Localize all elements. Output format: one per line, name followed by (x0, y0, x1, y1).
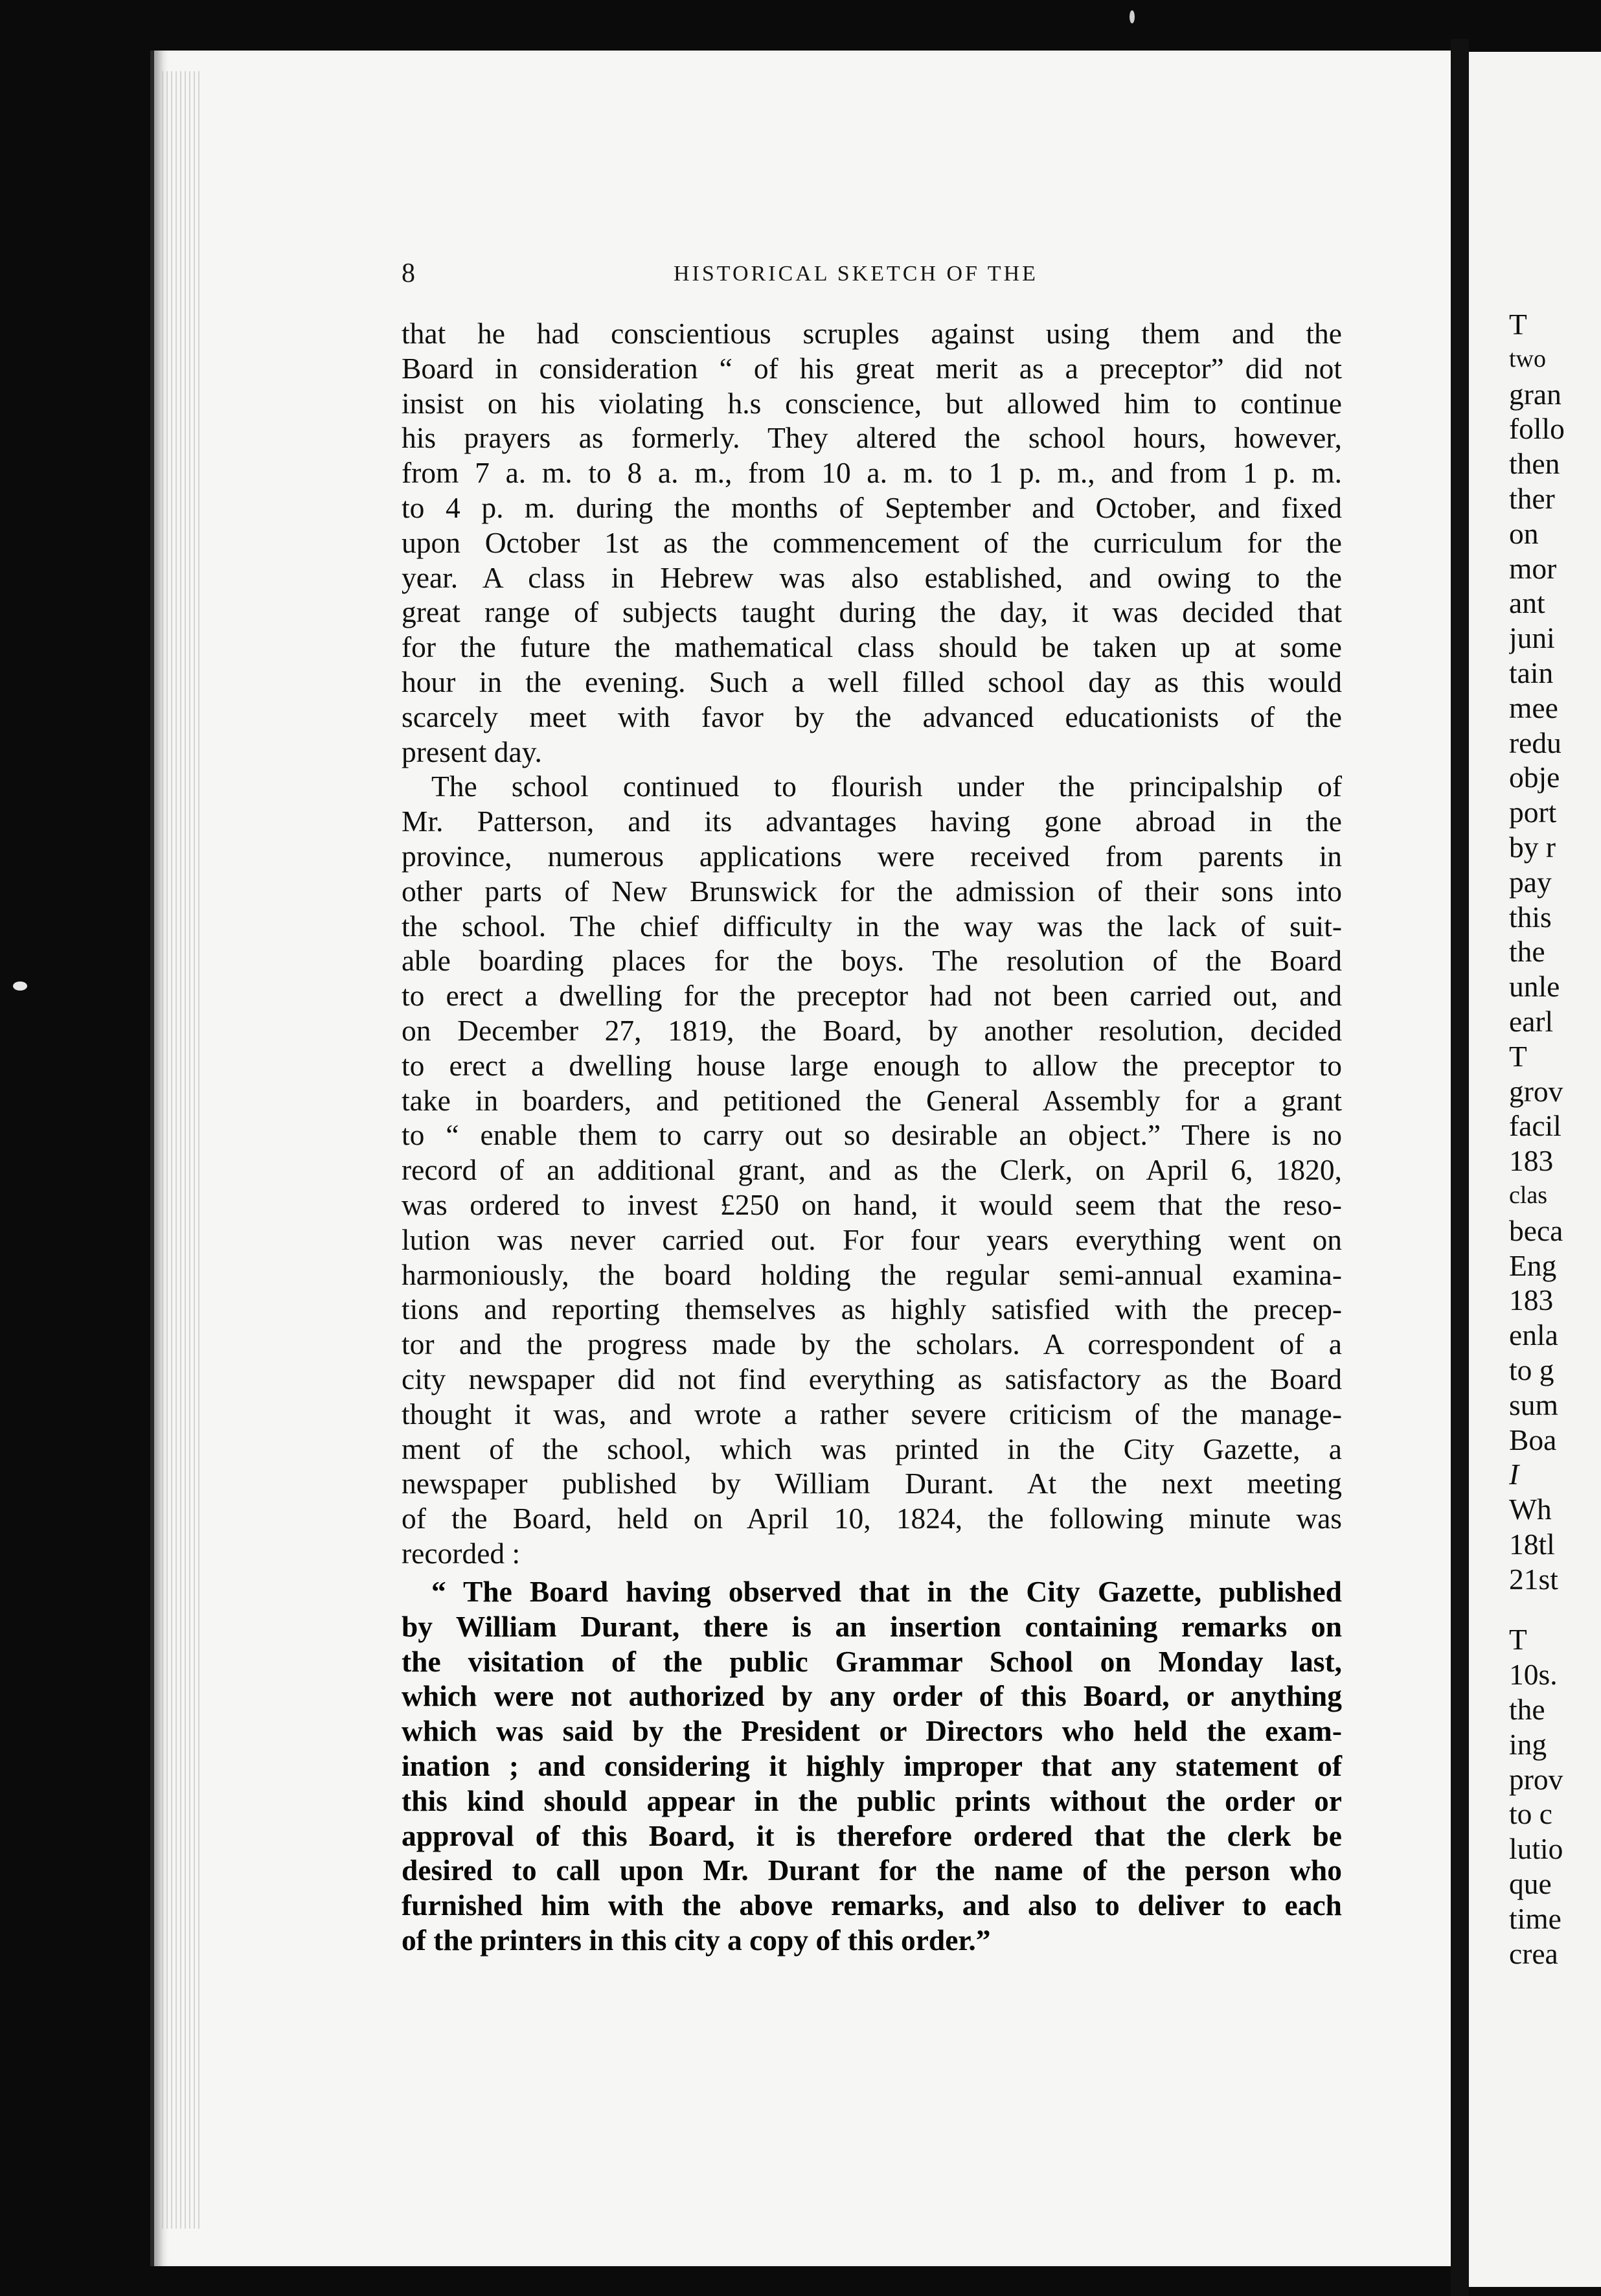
fragment-line: Wh (1509, 1493, 1552, 1526)
quote-line: “ The Board having observed that in the City Gazette, published (431, 1575, 1342, 1608)
fragment-line: earl (1509, 1004, 1554, 1038)
quote-line: ination ; and considering it highly improper that any statement of (402, 1749, 1342, 1782)
body-line: able boarding places for the boys. The resolution of the Board (402, 944, 1342, 978)
body-line: for the future the mathematical class should be taken up at some (402, 630, 1342, 664)
fragment-line: 18tl (1509, 1527, 1555, 1561)
fragment-line: obje (1509, 761, 1560, 794)
body-line: lution was never carried out. For four years everything went on (402, 1223, 1342, 1256)
body-line: to “ enable them to carry out so desirable an object.” There is no (402, 1118, 1342, 1152)
page-number: 8 (402, 258, 415, 288)
fragment-line: follo (1509, 412, 1565, 446)
fragment-line: port (1509, 796, 1557, 829)
quote-line: this kind should appear in the public prints without the order or (402, 1784, 1342, 1817)
fragment-line: facil (1509, 1109, 1561, 1143)
fragment-line: I (1509, 1458, 1519, 1491)
fragment-line: lutio (1509, 1832, 1563, 1866)
book-gutter (1451, 39, 1469, 2296)
page-header (402, 258, 1153, 297)
body-line: tor and the progress made by the scholars. A correspondent of a (402, 1327, 1342, 1361)
fragment-line: prov (1509, 1762, 1563, 1796)
body-line: to erect a dwelling for the preceptor had not been carried out, and (402, 979, 1342, 1013)
fragment-gap (1509, 1596, 1601, 1622)
fragment-line: on (1509, 516, 1539, 550)
body-line: scarcely meet with favor by the advanced educationists of the (402, 700, 1342, 733)
fragment-line: T (1509, 1039, 1527, 1073)
body-line: that he had conscientious scruples against using them and the (402, 317, 1342, 350)
body-line: city newspaper did not find everything as satisfactory as the Board (402, 1362, 1342, 1395)
body-line: hour in the evening. Such a well filled school day as this would (402, 665, 1342, 698)
body-line: year. A class in Hebrew was also established, and owing to the (402, 560, 1342, 594)
fragment-line: T (1509, 308, 1527, 341)
fragment-line: pay (1509, 865, 1552, 899)
fragment-line: Eng (1509, 1248, 1557, 1282)
quote-line: which were not authorized by any order of this Board, or anything (402, 1679, 1342, 1713)
body-line: great range of subjects taught during the day, it was decided that (402, 595, 1342, 629)
spine-mark-left (13, 982, 27, 991)
body-line: the school. The chief difficulty in the way was the lack of suit- (402, 909, 1342, 943)
body-line: present day. (402, 735, 542, 768)
body-line: Board in consideration “ of his great merit as a preceptor” did not (402, 351, 1342, 385)
body-line: recorded : (402, 1536, 521, 1570)
fragment-line: juni (1509, 621, 1555, 655)
running-head: HISTORICAL SKETCH OF THE (674, 262, 1038, 286)
fragment-line: tain (1509, 656, 1554, 689)
body-line: ment of the school, which was printed in the City Gazette, a (402, 1432, 1342, 1465)
fragment-line: beca (1509, 1213, 1563, 1247)
fragment-line: ant (1509, 586, 1545, 620)
quote-line: which was said by the President or Directors who held the exam- (402, 1714, 1342, 1748)
body-line: province, numerous applications were received from parents in (402, 839, 1342, 873)
body-line: of the Board, held on April 10, 1824, the following minute was (402, 1502, 1342, 1535)
body-line: The school continued to flourish under the principalship of (431, 770, 1342, 803)
body-line: newspaper published by William Durant. At the next meeting (402, 1467, 1342, 1500)
fragment-line: by r (1509, 830, 1556, 864)
body-line: his prayers as formerly. They altered the school hours, however, (402, 421, 1342, 455)
body-line: was ordered to invest £250 on hand, it would seem that the reso- (402, 1188, 1342, 1221)
quote-line: approval of this Board, it is therefore ordered that the clerk be (402, 1819, 1342, 1852)
quoted-minute (402, 1574, 1342, 1958)
fragment-line: mee (1509, 691, 1558, 724)
body-line: other parts of New Brunswick for the admission of their sons into (402, 874, 1342, 908)
fragment-line: gran (1509, 377, 1561, 411)
quote-line: the visitation of the public Grammar School on Monday last, (402, 1644, 1342, 1678)
fragment-line: 183 (1509, 1283, 1554, 1317)
body-line: on December 27, 1819, the Board, by another resolution, decided (402, 1013, 1342, 1047)
fragment-line: ther (1509, 481, 1555, 515)
body-line: tions and reporting themselves as highly satisfied with the precep- (402, 1292, 1342, 1326)
fragment-line: enla (1509, 1318, 1558, 1352)
fragment-line: to g (1509, 1353, 1554, 1386)
body-line: upon October 1st as the commencement of the curriculum for the (402, 525, 1342, 559)
fragment-line: time (1509, 1901, 1561, 1935)
body-line: take in boarders, and petitioned the General Assembly for a grant (402, 1083, 1342, 1117)
fragment-line: ing (1509, 1727, 1547, 1761)
fragment-line: 10s. (1509, 1658, 1558, 1692)
body-text (402, 316, 1342, 1571)
quote-line: of the printers in this city a copy of this order.” (402, 1923, 991, 1957)
fragment-line: 183 (1509, 1144, 1554, 1178)
body-line: from 7 a. m. to 8 a. m., from 10 a. m. to 1 p. m., and from 1 p. m. (402, 456, 1342, 490)
fragment-line: Boa (1509, 1423, 1557, 1456)
fragment-line: the (1509, 935, 1545, 969)
body-line: harmoniously, the board holding the regular semi-annual examina- (402, 1257, 1342, 1291)
fragment-line: two (1509, 345, 1546, 373)
fragment-line: unle (1509, 970, 1560, 1004)
fragment-line: T (1509, 1623, 1527, 1657)
quote-line: desired to call upon Mr. Durant for the name of the person who (402, 1854, 1342, 1887)
fragment-line: que (1509, 1867, 1552, 1901)
fragment-line: mor (1509, 551, 1557, 585)
fragment-line: the (1509, 1693, 1545, 1727)
fragment-line: 21st (1509, 1562, 1558, 1596)
fragment-line: this (1509, 900, 1552, 934)
fragment-line: crea (1509, 1936, 1558, 1970)
fragment-line: then (1509, 447, 1560, 481)
body-line: to 4 p. m. during the months of September and October, and fixed (402, 490, 1342, 524)
spine-mark-top (1130, 10, 1135, 23)
fragment-line: clas (1509, 1181, 1548, 1209)
body-line: record of an additional grant, and as the Clerk, on April 6, 1820, (402, 1153, 1342, 1187)
body-line: Mr. Patterson, and its advantages having gone abroad in the (402, 805, 1342, 838)
quote-line: by William Durant, there is an insertion containing remarks on (402, 1609, 1342, 1643)
body-line: thought it was, and wrote a rather severe criticism of the manage- (402, 1397, 1342, 1430)
quote-line: furnished him with the above remarks, and also to deliver to each (402, 1888, 1342, 1922)
fragment-line: grov (1509, 1074, 1563, 1108)
fragment-line: to c (1509, 1797, 1552, 1831)
page-edge-lines (162, 71, 201, 2229)
body-line: to erect a dwelling house large enough to allow the preceptor to (402, 1048, 1342, 1082)
body-line: insist on his violating h.s conscience, but allowed him to continue (402, 386, 1342, 420)
fragment-line: redu (1509, 726, 1561, 759)
fragment-line: sum (1509, 1388, 1558, 1421)
right-page-fragments (1509, 307, 1601, 1971)
